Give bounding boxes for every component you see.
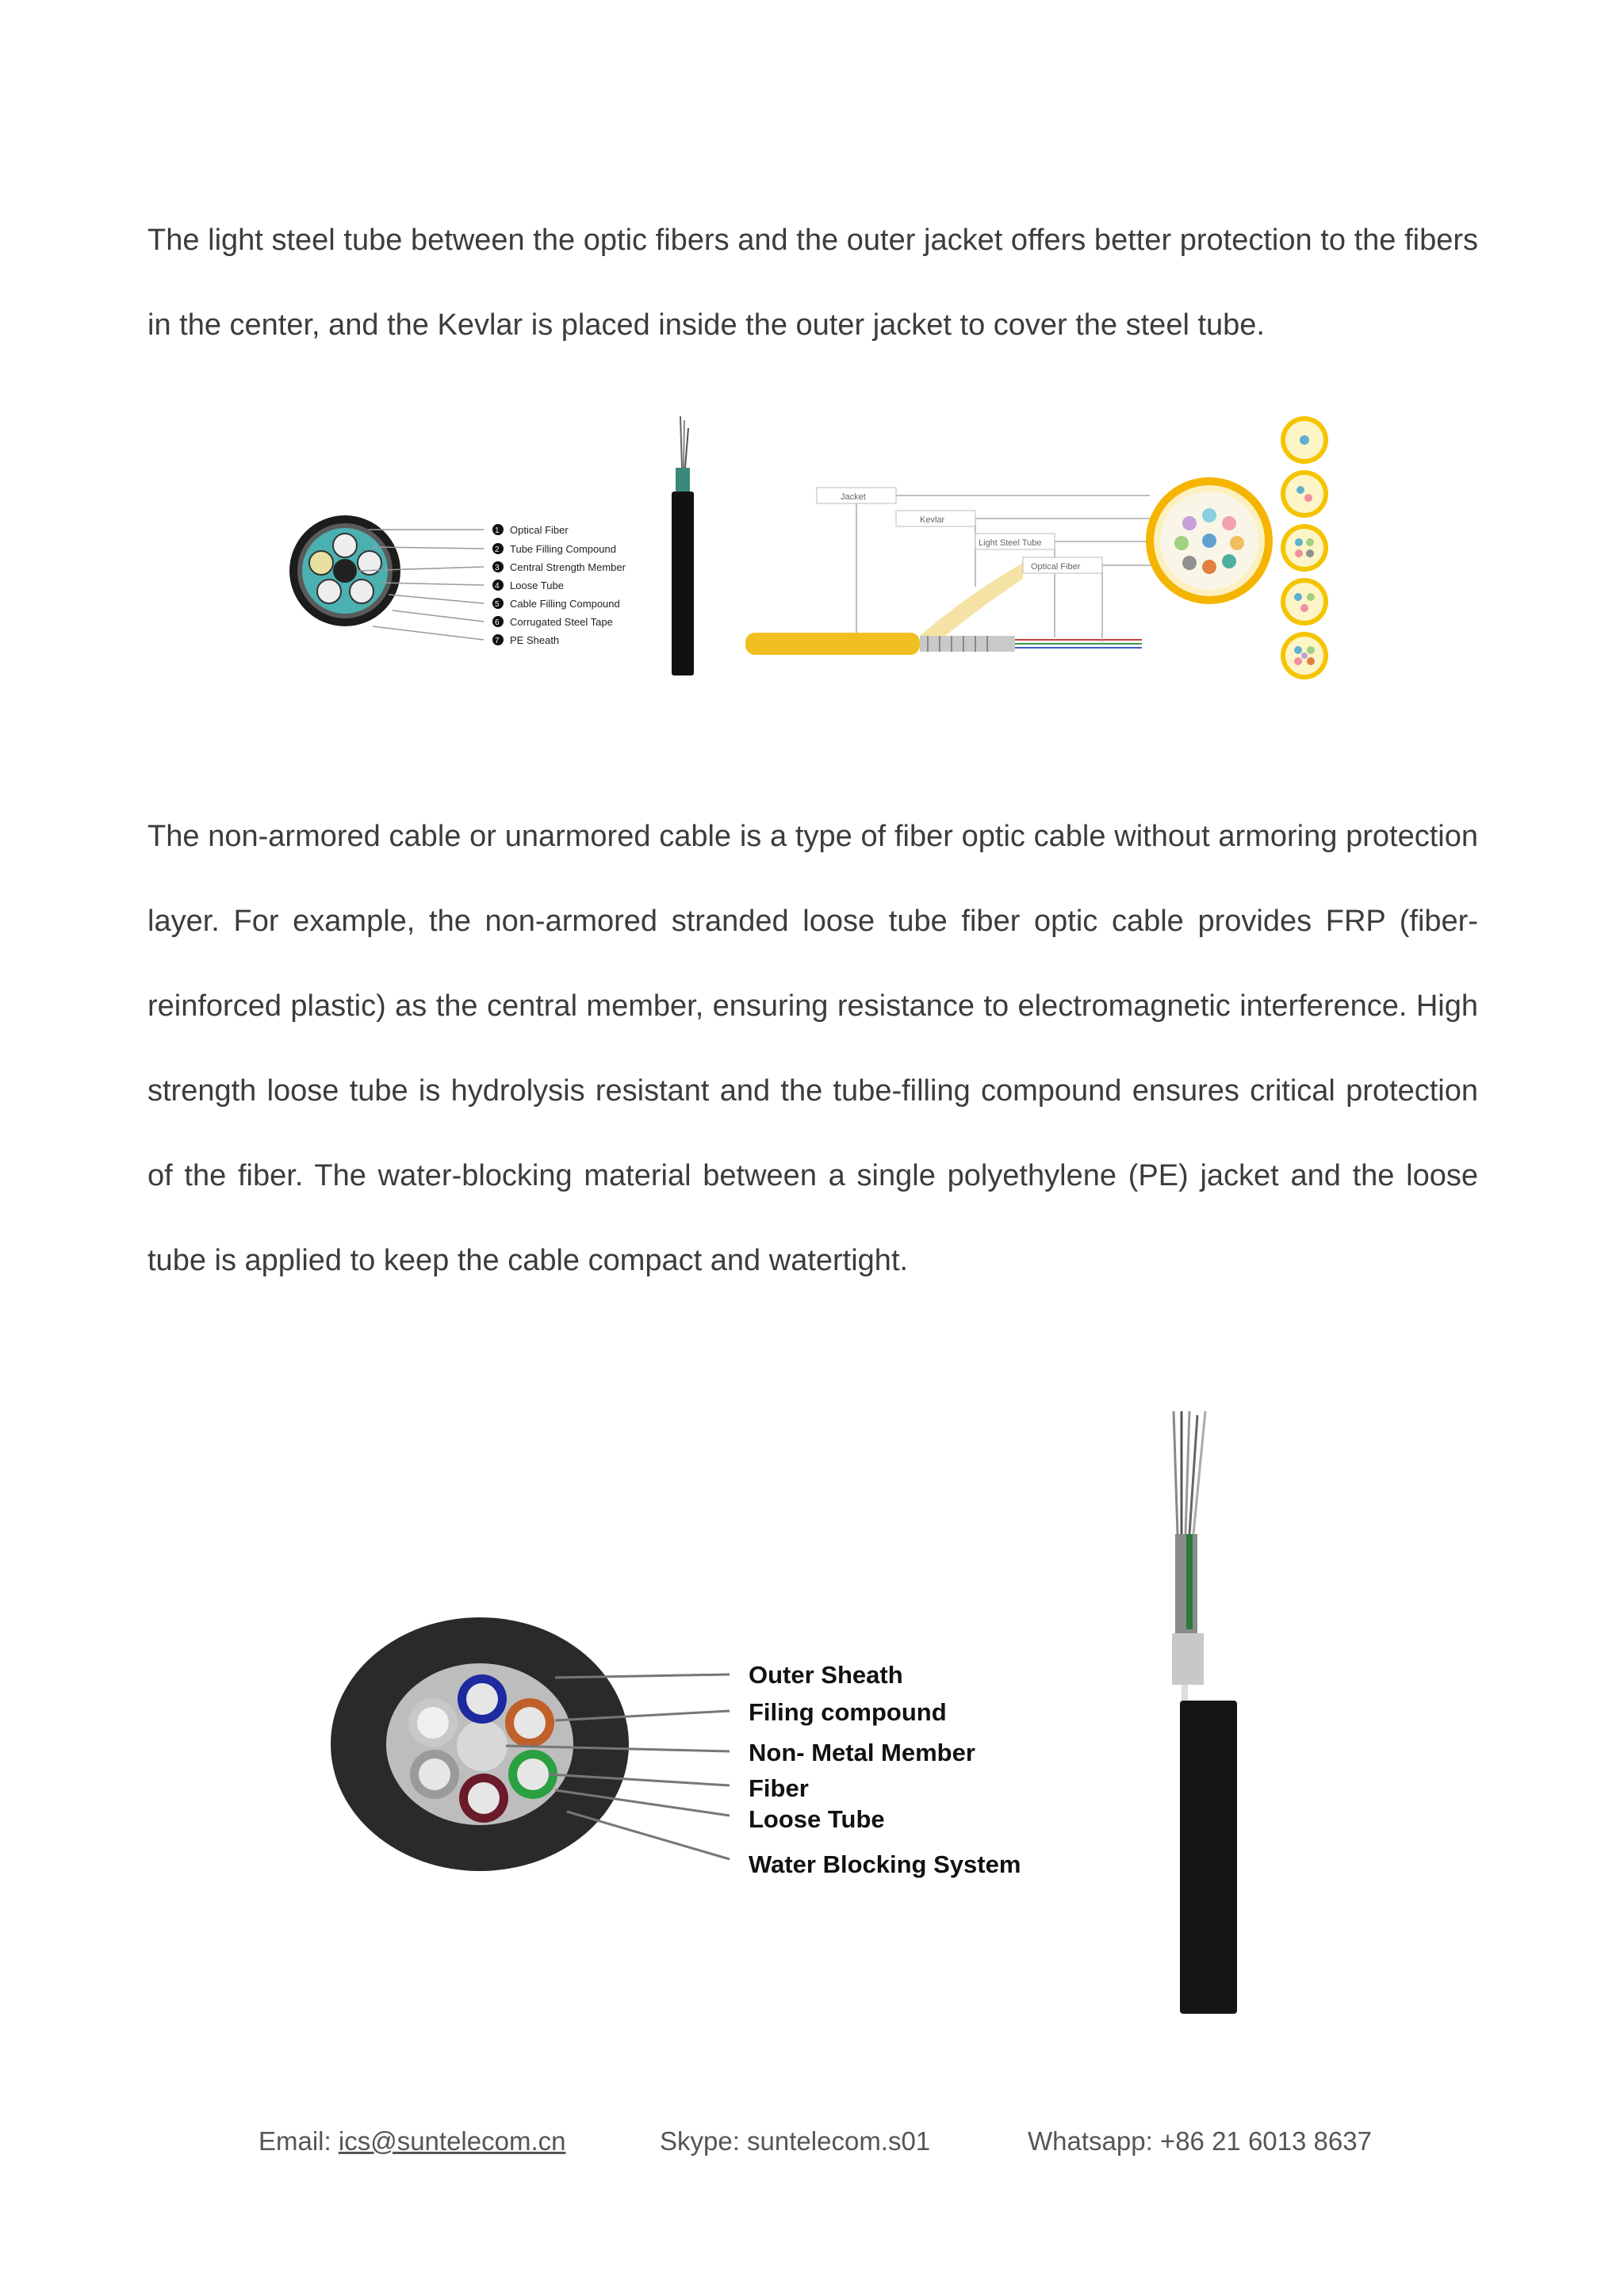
svg-text:5: 5: [495, 600, 500, 609]
footer-whatsapp: Whatsapp: +86 21 6013 8637: [1028, 2126, 1372, 2156]
svg-text:1: 1: [495, 526, 500, 535]
legend-item: PE Sheath: [510, 634, 560, 646]
email-link[interactable]: ics@suntelecom.cn: [338, 2126, 566, 2156]
paragraph-steel-tube: The light steel tube between the optic fibers and the outer jacket offers better protection to the fibers in the center, and the Kevlar is placed inside the outer jacket to cover the steel tube.: [147, 224, 1478, 342]
label-water-blocking-system: Water Blocking System: [749, 1850, 1021, 1878]
callout-labels: [817, 488, 1102, 573]
callout-optical-fiber: Optical Fiber: [1031, 562, 1081, 572]
legend-item: Loose Tube: [510, 580, 564, 591]
callout-kevlar: Kevlar: [920, 515, 945, 525]
legend-item: Central Strength Member: [510, 561, 626, 573]
label-fiber: Fiber: [749, 1774, 809, 1802]
svg-text:4: 4: [495, 582, 500, 591]
cross-section-yellow: [1146, 477, 1273, 604]
legend-list: [492, 524, 626, 646]
legend-item: Corrugated Steel Tape: [510, 616, 613, 628]
vertical-cable-armored: [672, 416, 694, 675]
footer-skype: Skype: suntelecom.s01: [660, 2126, 931, 2156]
legend-item: Cable Filling Compound: [510, 598, 620, 610]
yellow-cable: [745, 563, 1142, 655]
svg-text:7: 7: [495, 637, 500, 645]
callout-light-steel-tube: Light Steel Tube: [979, 538, 1042, 548]
svg-text:6: 6: [495, 618, 500, 627]
svg-text:2: 2: [495, 545, 500, 554]
cross-section-non-armored: [331, 1617, 629, 1871]
vertical-cable-non-armored: [1172, 1411, 1237, 2014]
cross-section-armored: [289, 515, 400, 626]
footer: [0, 2126, 1624, 2166]
legend-item: Optical Fiber: [510, 524, 569, 536]
armored-cable-figure: [285, 412, 1340, 690]
footer-email: Email: ics@suntelecom.cn: [259, 2126, 566, 2156]
callout-jacket: Jacket: [841, 492, 866, 502]
paragraph-non-armored: The non-armored cable or unarmored cable is a type of fiber optic cable without armoring protection layer. For example, the non-armored stranded loose tube fiber optic cable provides FRP (fiber-reinforced plastic) as the central member, ensuring resistance to electromagnetic interference. High strength loose tube is hydrolysis resistant and the tube-filling compound ensures critical protection of the fiber. The water-blocking material between a single polyethylene (PE) jacket and the loose tube is applied to keep the cable compact and watertight.: [147, 820, 1478, 1277]
label-loose-tube: Loose Tube: [749, 1805, 885, 1833]
label-filling-compound: Filing compound: [749, 1698, 947, 1726]
label-outer-sheath: Outer Sheath: [749, 1661, 903, 1689]
svg-text:3: 3: [495, 564, 500, 572]
fiber-count-variants: [1281, 416, 1328, 679]
component-labels: [749, 1661, 1021, 1878]
legend-item: Tube Filling Compound: [510, 543, 616, 555]
label-non-metal-member: Non- Metal Member: [749, 1739, 975, 1766]
non-armored-cable-figure: [317, 1395, 1269, 2014]
